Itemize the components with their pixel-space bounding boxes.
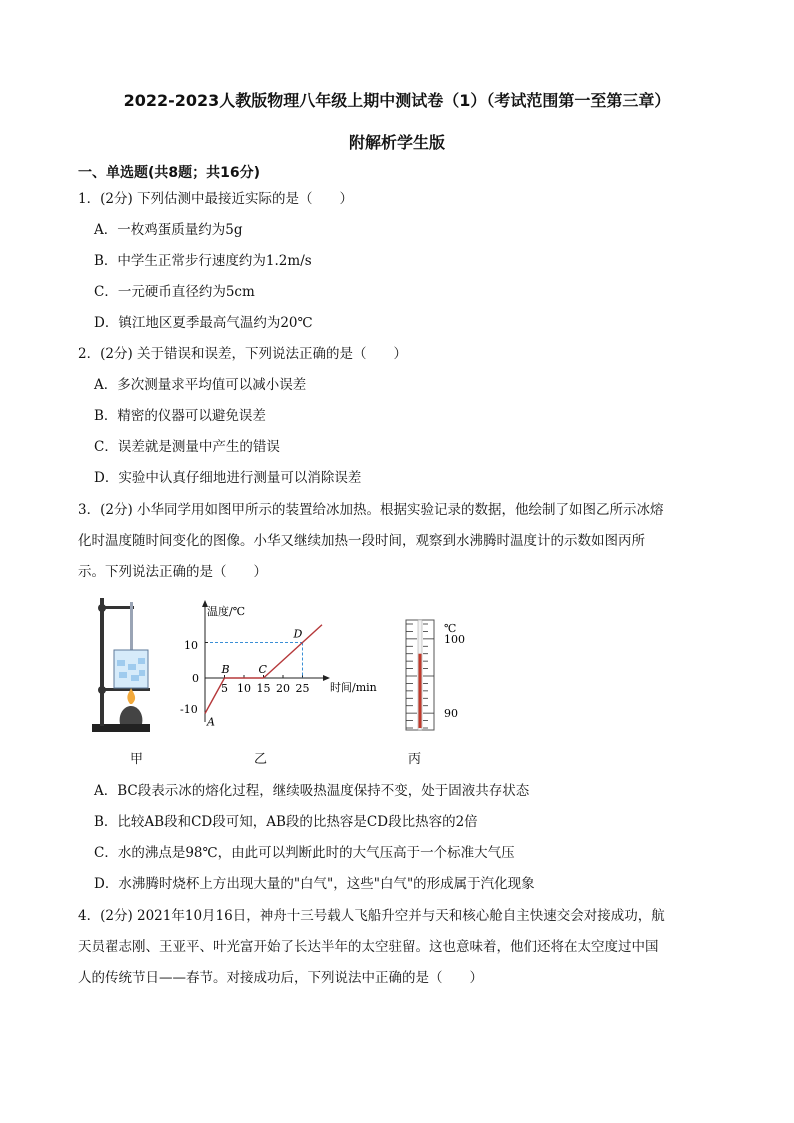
x-tick-label: 10	[237, 682, 251, 695]
q4-stem-line2: 天员翟志刚、王亚平、叶光富开始了长达半年的太空驻留。这也意味着，他们还将在太空度过中国	[78, 939, 659, 955]
document-title-line1: 2022-2023人教版物理八年级上期中测试卷（1）（考试范围第一至第三章）	[123, 91, 671, 110]
x-tick-label: 15	[256, 682, 271, 695]
series-segment	[264, 643, 303, 679]
q3-stem-line1: 3．(2分) 小华同学用如图甲所示的装置给冰加热。根据实验记录的数据，他绘制了如图乙所示冰熔	[78, 502, 664, 518]
figure-apparatus	[90, 592, 160, 737]
q1-stem: 1．(2分) 下列估测中最接近实际的是（ ）	[78, 191, 354, 207]
figure-label-yi: 乙	[254, 752, 268, 767]
x-axis-label: 时间/min	[330, 681, 377, 694]
q1-option-b: B．中学生正常步行速度约为1.2m/s	[94, 253, 312, 269]
clamp-knob-mid	[98, 686, 106, 694]
q3-stem-line3: 示。下列说法正确的是（ ）	[78, 564, 267, 580]
document-title-line2: 附解析学生版	[348, 133, 445, 152]
thermometer-label-90: 90	[444, 707, 458, 721]
q3-option-b: B．比较AB段和CD段可知，AB段的比热容是CD段比热容的2倍	[94, 814, 478, 830]
q1-option-d: D．镇江地区夏季最高气温约为20℃	[94, 315, 313, 331]
q3-option-d: D．水沸腾时烧杯上方出现大量的"白气"，这些"白气"的形成属于汽化现象	[94, 876, 535, 892]
clamp-knob-top	[98, 604, 106, 612]
mercury-column	[419, 654, 422, 728]
point-label-c: C	[258, 663, 267, 676]
q3-stem-line2: 化时温度随时间变化的图像。小华又继续加热一段时间，观察到水沸腾时温度计的示数如图丙所	[78, 533, 645, 549]
series-segment	[303, 625, 323, 643]
alcohol-lamp	[120, 706, 143, 724]
figure-thermometer	[400, 618, 480, 733]
q1-option-a: A．一枚鸡蛋质量约为5g	[94, 222, 243, 238]
x-tick-label: 25	[295, 682, 310, 695]
q4-stem-line1: 4．(2分) 2021年10月16日，神舟十三号载人飞船升空并与天和核心舱自主快速交会对接成功，航	[78, 908, 665, 924]
thermometer-label-100: 100	[444, 632, 465, 646]
q2-stem: 2．(2分) 关于错误和误差，下列说法正确的是（ ）	[78, 346, 408, 362]
x-axis-arrow	[323, 675, 330, 681]
x-tick-label: 20	[276, 682, 290, 695]
q2-option-c: C．误差就是测量中产生的错误	[94, 439, 280, 455]
y-tick-label: -10	[180, 703, 198, 716]
q2-option-b: B．精密的仪器可以避免误差	[94, 408, 266, 424]
point-label-d: D	[293, 627, 303, 641]
x-tick-label: 5	[221, 682, 228, 695]
point-label-b: B	[221, 663, 230, 676]
y-axis-label: 温度/℃	[207, 605, 246, 618]
figure-label-bing: 丙	[408, 752, 422, 767]
q1-option-c: C．一元硬币直径约为5cm	[94, 284, 255, 300]
q2-option-a: A．多次测量求平均值可以减小误差	[94, 377, 307, 393]
q2-option-d: D．实验中认真仔细地进行测量可以消除误差	[94, 470, 362, 486]
series-segment	[205, 678, 225, 714]
point-label-a: A	[207, 715, 215, 728]
section-heading: 一、单选题(共8题；共16分)	[78, 165, 261, 181]
q4-stem-line3: 人的传统节日——春节。对接成功后，下列说法中正确的是（ ）	[78, 970, 483, 986]
y-tick-label: 10	[184, 639, 198, 652]
figure-label-jia: 甲	[130, 752, 144, 767]
q3-option-c: C．水的沸点是98℃，由此可以判断此时的大气压高于一个标准大气压	[94, 845, 515, 861]
thermometer-unit: ℃	[444, 622, 457, 635]
q3-option-a: A．BC段表示冰的熔化过程，继续吸热温度保持不变，处于固液共存状态	[94, 783, 530, 799]
stand-rod	[100, 598, 104, 726]
origin-label: 0	[192, 672, 199, 685]
figure-graph	[176, 598, 388, 728]
